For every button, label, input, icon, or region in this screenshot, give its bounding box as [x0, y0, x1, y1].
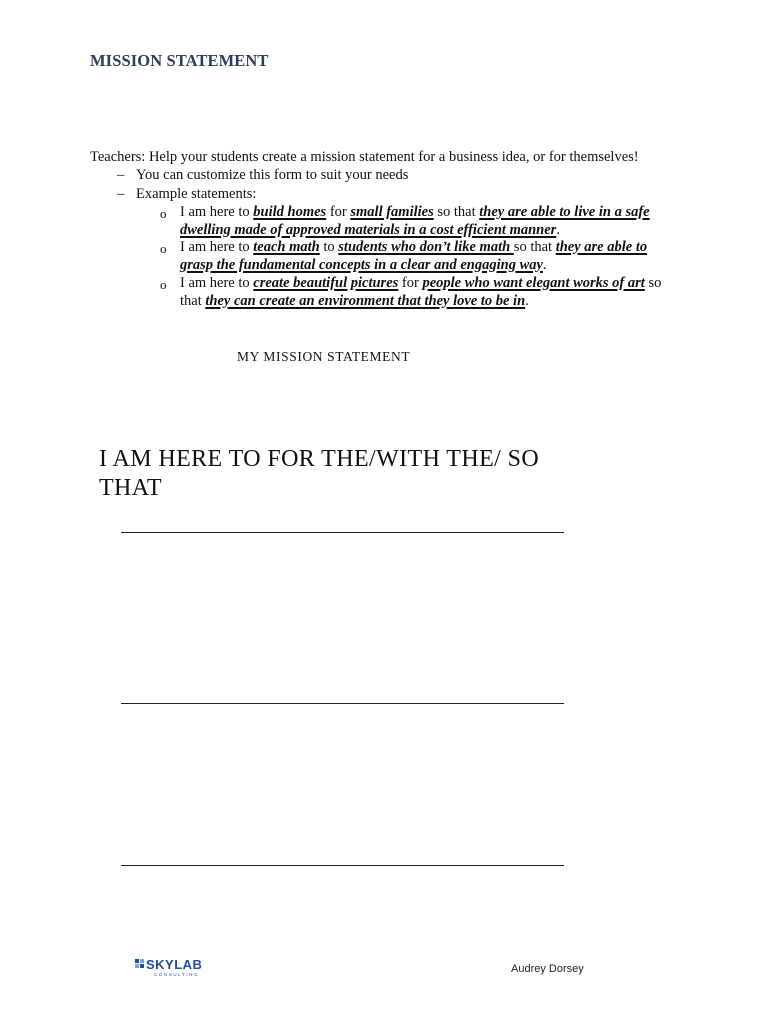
list-item-text: Example statements: [136, 186, 257, 202]
author-name: Audrey Dorsey [511, 963, 584, 975]
logo-mark-icon [135, 959, 144, 968]
example-plain-text: for [398, 275, 423, 291]
logo-subtext: CONSULTING [154, 972, 200, 977]
example-end: . [525, 292, 529, 309]
mission-prompt: I AM HERE TO FOR THE/WITH THE/ SO THAT [99, 446, 540, 501]
bullet-marker: o [160, 277, 167, 292]
intro-text: Teachers: Help your students create a mission statement for a business idea, or for themselves! [90, 149, 639, 165]
example-plain-text: I am here to [180, 204, 254, 220]
example-action: teach math [253, 239, 320, 255]
example-statement-3 [180, 275, 680, 310]
example-plain-text: to [319, 239, 339, 255]
example-end: . [542, 256, 547, 273]
example-action: create beautiful pictures [253, 275, 399, 291]
example-statement-2 [180, 239, 680, 274]
example-end: . [556, 221, 560, 238]
bullet-marker: o [160, 206, 167, 221]
example-audience: people who want elegant works of art [422, 275, 645, 291]
answer-line[interactable] [121, 532, 564, 533]
example-audience: small families [350, 204, 434, 220]
example-plain-text: for [326, 204, 351, 220]
dash-marker: – [117, 167, 125, 183]
dash-marker: – [117, 186, 125, 202]
list-item [117, 166, 408, 184]
logo-wordmark: SKYLAB [146, 957, 203, 972]
list-item [117, 185, 256, 203]
page-title: MISSION STATEMENT [90, 51, 269, 70]
example-plain-text: I am here to [180, 275, 254, 291]
example-plain-text: so that [513, 239, 556, 255]
answer-line[interactable] [121, 865, 564, 866]
example-statement-1 [180, 204, 680, 239]
example-outcome: they are able to live in a safe dwelling made of approved materials in a cost efficient manner [180, 204, 650, 238]
bullet-marker: o [160, 241, 167, 256]
example-outcome: they are able to grasp the fundamental concepts in a clear and engaging way [180, 239, 648, 273]
example-audience: students who don’t like math [338, 239, 514, 255]
my-mission-heading: MY MISSION STATEMENT [237, 349, 411, 364]
example-action: build homes [253, 204, 327, 220]
example-plain-text: I am here to [180, 239, 254, 255]
example-outcome: they can create an environment that they love to be in [205, 292, 526, 309]
skylab-logo [135, 956, 227, 978]
list-item-text: You can customize this form to suit your needs [136, 167, 409, 183]
example-plain-text: so that [433, 204, 480, 220]
answer-line[interactable] [121, 703, 564, 704]
example-plain-text: so that [180, 275, 662, 309]
